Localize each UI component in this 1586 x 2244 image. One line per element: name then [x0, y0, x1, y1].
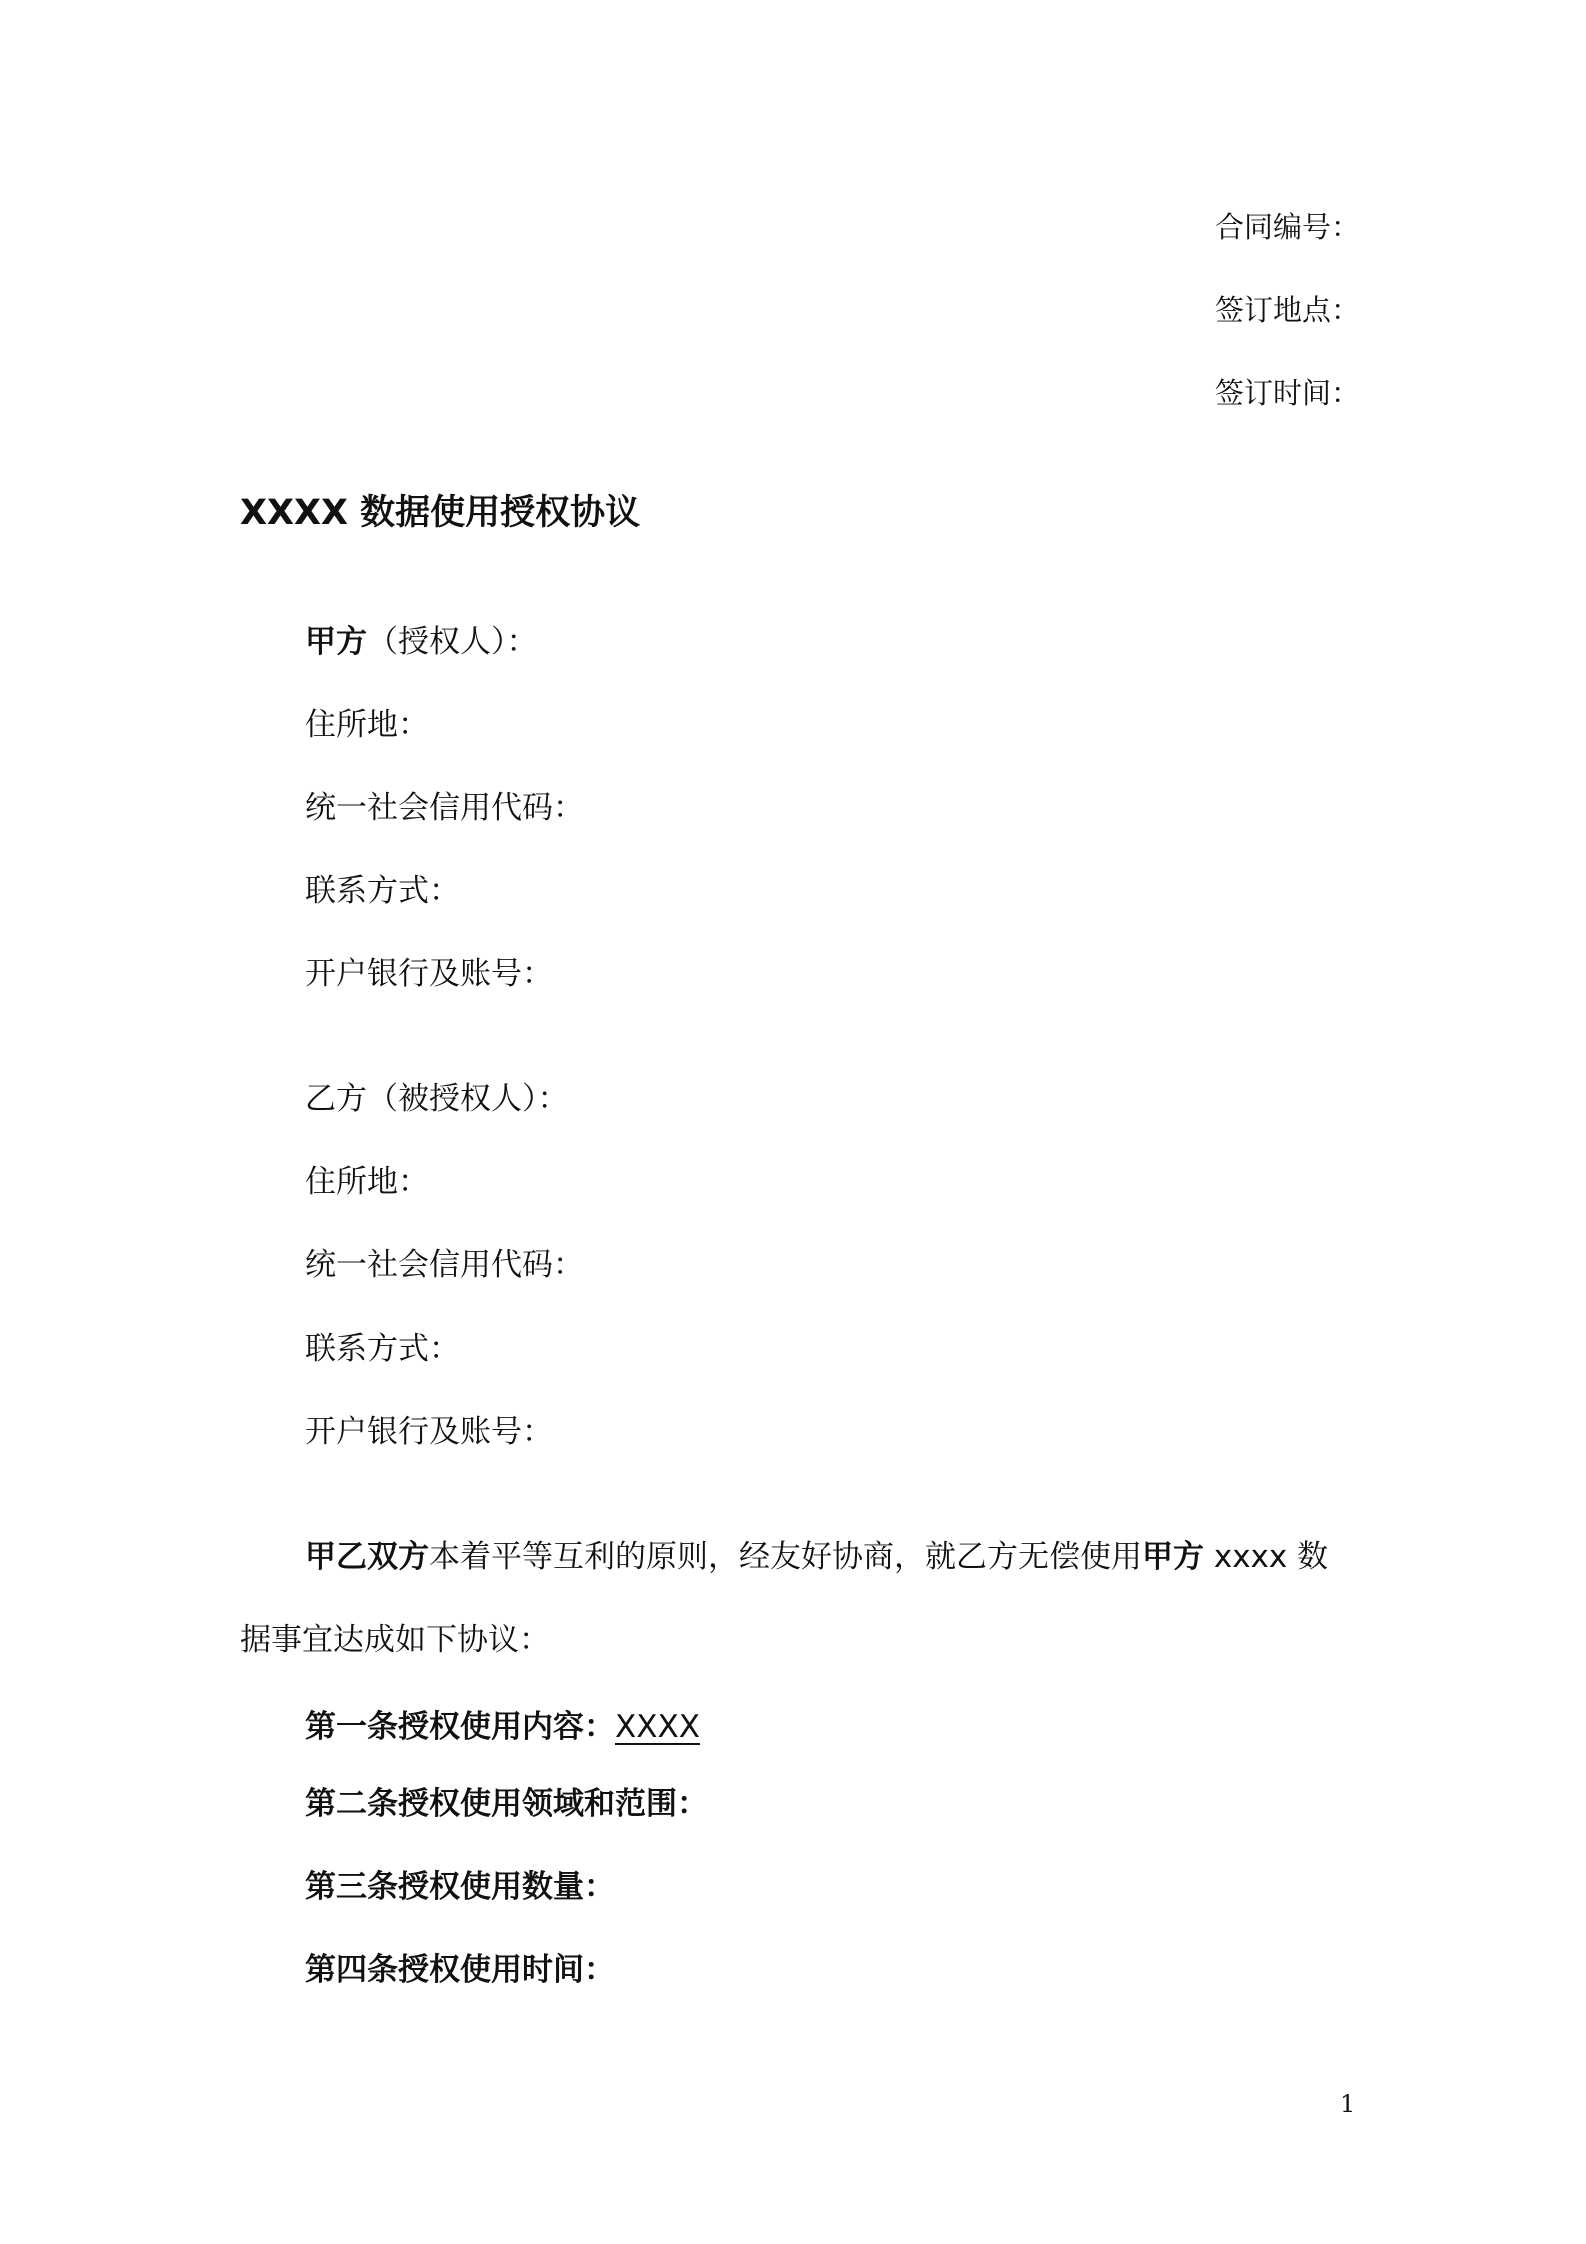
party-b-contact: 联系方式： — [305, 1331, 460, 1367]
party-b-label: 乙方 — [305, 1081, 367, 1117]
preamble-line-2: 据事宜达成如下协议： — [240, 1622, 550, 1658]
party-b-bank: 开户银行及账号： — [305, 1414, 553, 1450]
contract-number-label: 合同编号： — [1215, 210, 1361, 244]
article-3-label: 第三条授权使用数量： — [305, 1869, 615, 1905]
article-4-label: 第四条授权使用时间： — [305, 1952, 615, 1988]
article-1 — [305, 1708, 700, 1746]
preamble-parties: 甲乙双方 — [305, 1539, 429, 1575]
party-a-heading — [305, 623, 538, 661]
page-number: 1 — [1340, 2090, 1356, 2118]
party-a-contact: 联系方式： — [305, 873, 460, 909]
article-1-value: XXXX — [615, 1709, 700, 1745]
article-2 — [305, 1785, 708, 1823]
sign-time-label: 签订时间： — [1215, 376, 1361, 410]
sign-place-label: 签订地点： — [1215, 293, 1361, 327]
party-b-credit-code: 统一社会信用代码： — [305, 1247, 584, 1283]
preamble-text-end: xxxx 数 — [1204, 1539, 1329, 1575]
article-2-label: 第二条授权使用领域和范围： — [305, 1786, 708, 1822]
preamble-line-1 — [305, 1538, 1328, 1576]
party-a-bank: 开户银行及账号： — [305, 956, 553, 992]
party-a-label: 甲方 — [305, 624, 367, 660]
party-b-heading — [305, 1080, 569, 1118]
party-a-role: （授权人）： — [367, 624, 538, 660]
preamble-party-a: 甲方 — [1142, 1539, 1204, 1575]
article-1-label: 第一条授权使用内容： — [305, 1709, 615, 1745]
party-a-address: 住所地： — [305, 707, 429, 743]
preamble-text: 本着平等互利的原则，经友好协商，就乙方无偿使用 — [429, 1539, 1142, 1575]
party-b-address: 住所地： — [305, 1164, 429, 1200]
article-3 — [305, 1868, 615, 1906]
party-a-credit-code: 统一社会信用代码： — [305, 790, 584, 826]
document-title: XXXX 数据使用授权协议 — [240, 493, 641, 533]
article-4 — [305, 1951, 615, 1989]
party-b-role: （被授权人）： — [367, 1081, 569, 1117]
